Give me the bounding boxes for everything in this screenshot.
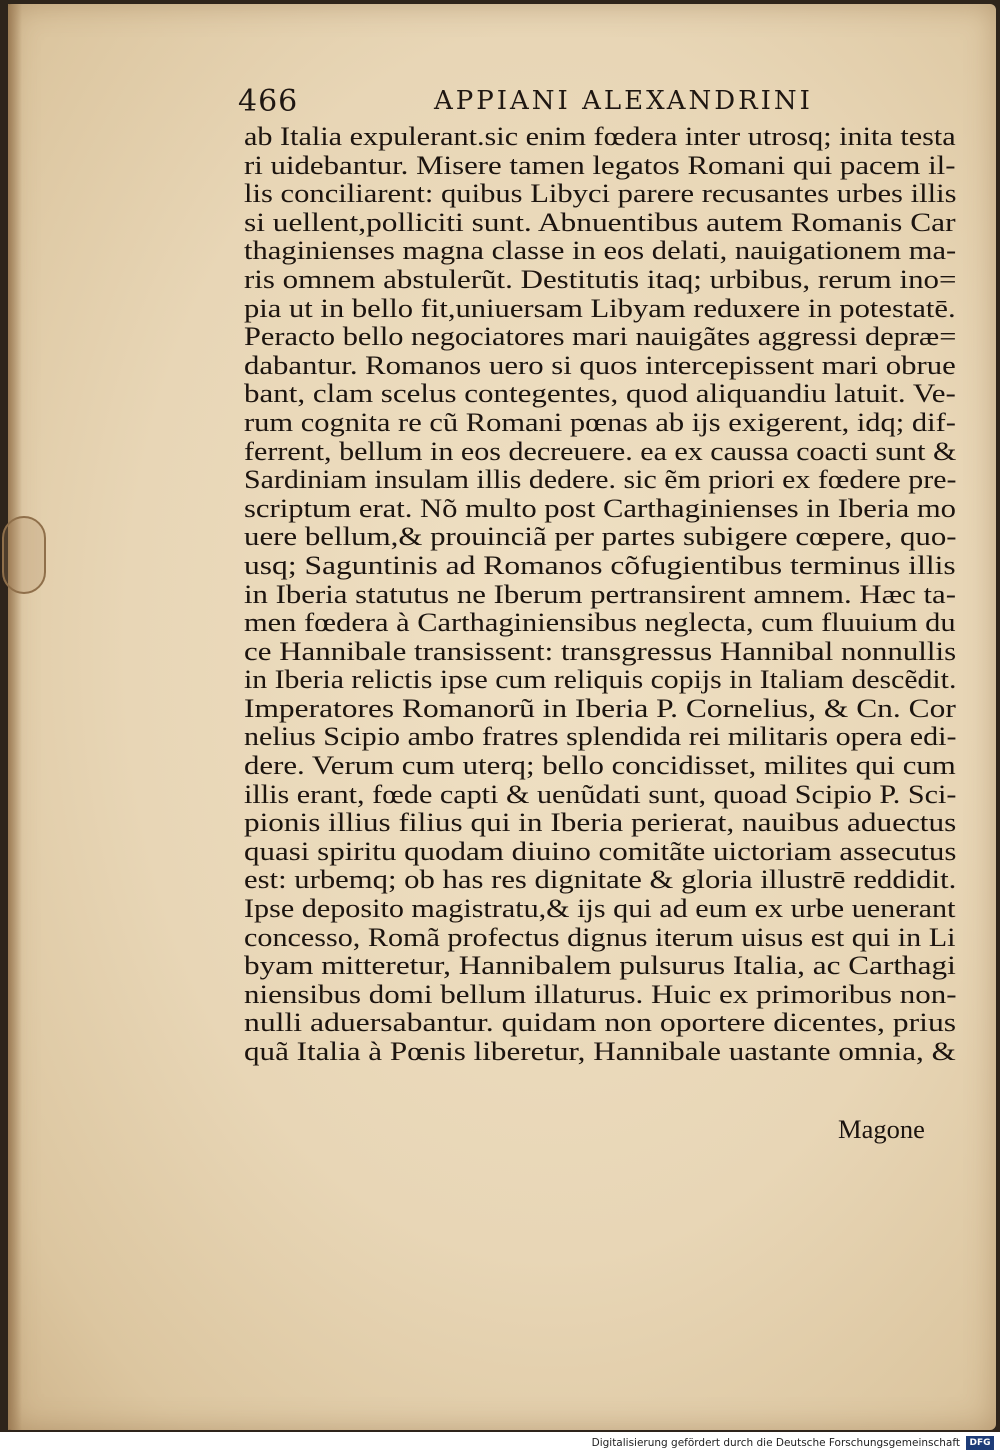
footer-credit: Digitalisierung gefördert durch die Deutsche Forschungsgemeinschaft bbox=[591, 1437, 960, 1449]
text-line: Peracto bello negociatores mari nauigãtes aggressi depræ= bbox=[244, 321, 957, 352]
running-title: APPIANI ALEXANDRINI bbox=[434, 86, 813, 116]
dfg-logo: DFG bbox=[966, 1436, 994, 1450]
text-line: in Iberia statutus ne Iberum pertransirent amnem. Hæc ta- bbox=[244, 578, 956, 609]
text-line: ce Hannibale transissent: transgressus Hannibal nonnullis bbox=[244, 635, 957, 666]
text-line: rum cognita re cũ Romani pœnas ab ijs exigerent, idq; dif- bbox=[244, 406, 956, 437]
text-line: Sardiniam insulam illis dedere. sic ẽm priori ex fœdere pre- bbox=[244, 464, 957, 495]
text-line: concesso, Romã profectus dignus iterum uisus est qui in Li bbox=[244, 921, 956, 952]
text-line: ris omnem abstulerũt. Destitutis itaq; urbibus, rerum ino= bbox=[244, 263, 957, 294]
text-line: ferrent, bellum in eos decreuere. ea ex caussa coacti sunt & bbox=[244, 435, 957, 466]
text-line: quasi spiritu quodam diuino comitãte uictoriam assecutus bbox=[244, 835, 957, 866]
text-line: si uellent,polliciti sunt. Abnuentibus autem Romanis Car bbox=[244, 206, 956, 237]
page-header bbox=[238, 84, 838, 124]
text-line: usq; Saguntinis ad Romanos cõfugientibus terminus illis bbox=[244, 549, 956, 580]
text-line: quã Italia à Pœnis liberetur, Hannibale uastante omnia, & bbox=[244, 1036, 956, 1066]
catchword: Magone bbox=[838, 1114, 925, 1144]
text-line: in Iberia relictis ipse cum reliquis copijs in Italiam descẽdit. bbox=[244, 664, 957, 695]
text-line: dere. Verum cum uterq; bello concidisset, milites qui cum bbox=[244, 750, 956, 781]
page-edge-shadow bbox=[8, 4, 22, 1430]
text-line: Imperatores Romanorũ in Iberia P. Cornelius, & Cn. Cor bbox=[244, 692, 956, 723]
paper-page bbox=[8, 4, 996, 1430]
text-line: nelius Scipio ambo fratres splendida rei militaris opera edi- bbox=[244, 721, 957, 752]
text-line: illis erant, fœde capti & uenũdati sunt, quoad Scipio P. Sci- bbox=[244, 778, 957, 809]
text-line: scriptum erat. Nõ multo post Carthaginienses in Iberia mo bbox=[244, 492, 957, 523]
text-line: ri uidebantur. Misere tamen legatos Romani qui pacem il- bbox=[244, 149, 956, 180]
text-line: lis conciliarent: quibus Libyci parere recusantes urbes illis bbox=[244, 178, 957, 209]
text-line: byam mitteretur, Hannibalem pulsurus Italia, ac Carthagi bbox=[244, 950, 956, 981]
binding-clasp-mark bbox=[2, 516, 46, 594]
text-line: est: urbemq; ob has res dignitate & gloria illustrē reddidit. bbox=[244, 864, 957, 895]
text-line: nulli aduersabantur. quidam non oportere dicentes, prius bbox=[244, 1007, 957, 1038]
text-line: bant, clam scelus contegentes, quod aliquandiu latuit. Ve- bbox=[244, 378, 956, 409]
text-line: dabantur. Romanos uero si quos intercepissent mari obrue bbox=[244, 349, 956, 380]
page-number: 466 bbox=[238, 84, 299, 119]
text-line: men fœdera à Carthaginiensibus neglecta, cum fluuium du bbox=[244, 607, 956, 638]
text-line: Ipse deposito magistratu,& ijs qui ad eum ex urbe uenerant bbox=[244, 893, 956, 924]
footer-bar bbox=[0, 1432, 1000, 1456]
body-text bbox=[244, 122, 956, 1066]
text-line: ab Italia expulerant.sic enim fœdera inter utrosq; inita testa bbox=[244, 121, 956, 151]
text-line: thaginienses magna classe in eos delati, nauigationem ma- bbox=[244, 235, 957, 266]
text-line: uere bellum,& prouinciã per partes subigere cœpere, quo- bbox=[244, 521, 957, 552]
text-line: niensibus domi bellum illaturus. Huic ex primoribus non- bbox=[244, 978, 957, 1009]
text-line: pia ut in bello fit,uniuersam Libyam reduxere in potestatē. bbox=[244, 292, 956, 323]
text-line: pionis illius filius qui in Iberia perierat, nauibus aduectus bbox=[244, 807, 957, 838]
